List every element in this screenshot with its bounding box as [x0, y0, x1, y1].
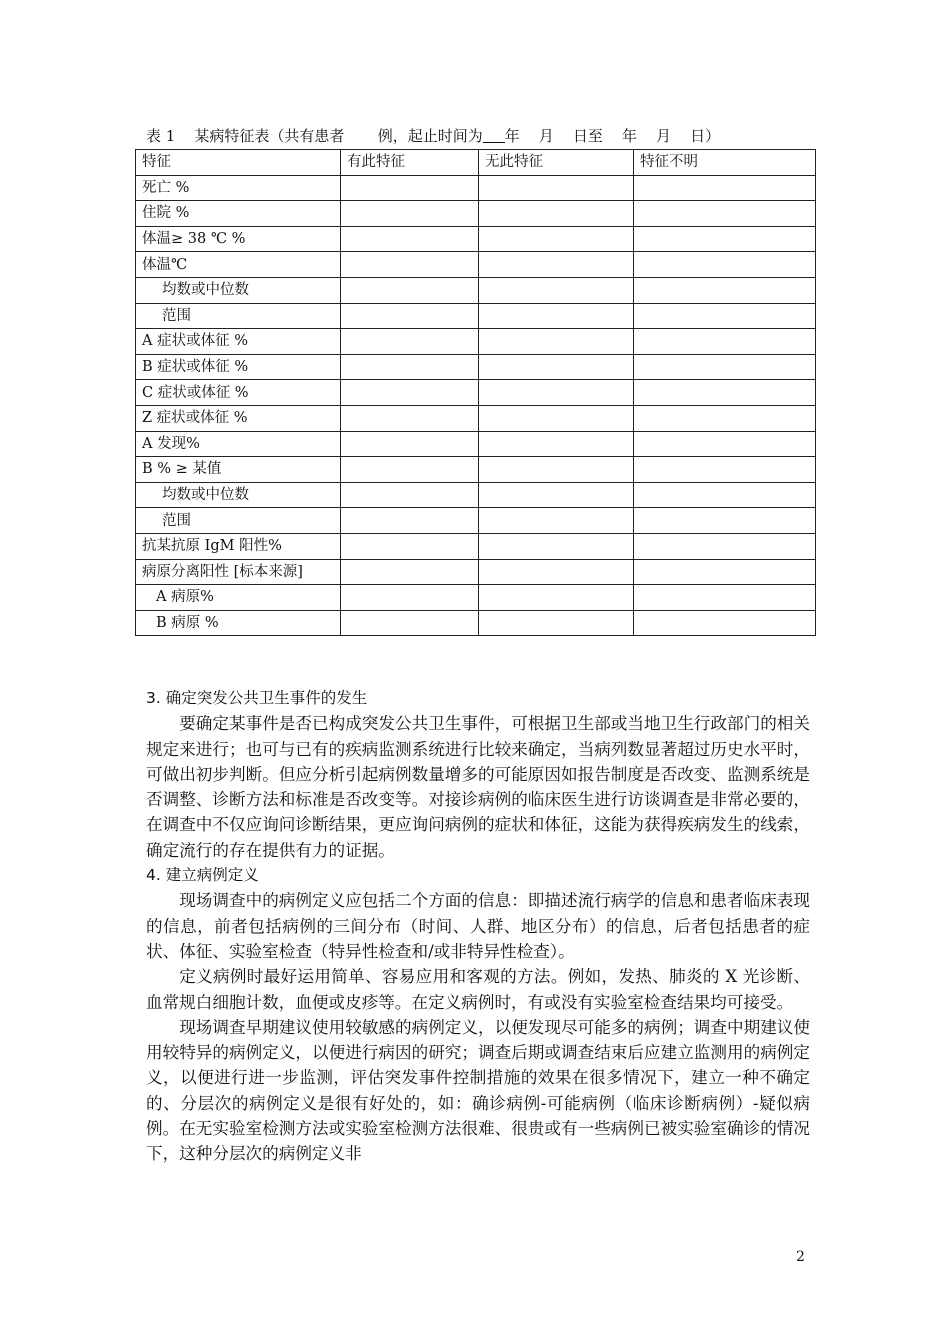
empty-cell	[634, 431, 816, 457]
empty-cell	[479, 380, 634, 406]
header-cell: 无此特征	[479, 150, 634, 176]
empty-cell	[634, 175, 816, 201]
empty-cell	[634, 226, 816, 252]
table-row	[136, 303, 816, 329]
table-row	[136, 329, 816, 355]
empty-cell	[634, 380, 816, 406]
empty-cell	[479, 201, 634, 227]
empty-cell	[634, 329, 816, 355]
table-row	[136, 533, 816, 559]
section-3-heading: 3. 确定突发公共卫生事件的发生	[146, 689, 368, 707]
empty-cell	[479, 610, 634, 636]
row-label: C 症状或体征 %	[136, 380, 341, 406]
table-caption	[146, 126, 720, 146]
row-label: 范围	[136, 303, 341, 329]
body-text	[146, 686, 810, 1167]
empty-cell	[341, 431, 479, 457]
empty-cell	[479, 252, 634, 278]
table-caption-part2: 年 月 日至 年 月 日）	[504, 127, 721, 145]
empty-cell	[634, 303, 816, 329]
empty-cell	[479, 405, 634, 431]
table-caption-part1: 表 1 某病特征表（共有患者 例，起止时间为	[146, 127, 483, 145]
row-label: B 病原 %	[136, 610, 341, 636]
empty-cell	[341, 457, 479, 483]
row-label: Z 症状或体征 %	[136, 405, 341, 431]
empty-cell	[479, 329, 634, 355]
table-row	[136, 201, 816, 227]
empty-cell	[341, 610, 479, 636]
section-4-paragraph-3: 现场调查早期建议使用较敏感的病例定义，以便发现尽可能多的病例；调查中期建议使用较特异的病例定义，以便进行病因的研究；调查后期或调查结束后应建立监测用的病例定义，以便进行进一步监测，评估突发事件控制措施的效果在很多情况下，建立一种不确定的、分层次的病例定义是很有好处的，如：确诊病例-可能病例（临床诊断病例）-疑似病例。在无实验室检测方法或实验室检测方法很难、很贵或有一些病例已被实验室确诊的情况下，这种分层次的病例定义非	[146, 1017, 810, 1164]
table-row	[136, 380, 816, 406]
empty-cell	[634, 457, 816, 483]
table-row	[136, 277, 816, 303]
caption-blank-line	[483, 128, 505, 143]
empty-cell	[634, 533, 816, 559]
row-label: A 病原%	[136, 585, 341, 611]
table-row	[136, 457, 816, 483]
empty-cell	[341, 329, 479, 355]
row-label: 均数或中位数	[136, 277, 341, 303]
table-row	[136, 585, 816, 611]
table-row	[136, 431, 816, 457]
empty-cell	[479, 585, 634, 611]
row-label: 抗某抗原 IgM 阳性%	[136, 533, 341, 559]
empty-cell	[341, 533, 479, 559]
empty-cell	[479, 175, 634, 201]
empty-cell	[634, 585, 816, 611]
empty-cell	[479, 508, 634, 534]
table-row	[136, 226, 816, 252]
empty-cell	[479, 354, 634, 380]
page-number: 2	[796, 1249, 805, 1265]
header-cell: 特征不明	[634, 150, 816, 176]
header-cell: 有此特征	[341, 150, 479, 176]
empty-cell	[341, 559, 479, 585]
empty-cell	[341, 405, 479, 431]
row-label: 死亡 %	[136, 175, 341, 201]
header-cell: 特征	[136, 150, 341, 176]
empty-cell	[479, 303, 634, 329]
empty-cell	[341, 303, 479, 329]
empty-cell	[341, 277, 479, 303]
empty-cell	[634, 277, 816, 303]
table-row	[136, 354, 816, 380]
row-label: 均数或中位数	[136, 482, 341, 508]
empty-cell	[479, 559, 634, 585]
empty-cell	[341, 201, 479, 227]
table-row	[136, 610, 816, 636]
empty-cell	[479, 457, 634, 483]
table-row	[136, 508, 816, 534]
row-label: B 症状或体征 %	[136, 354, 341, 380]
empty-cell	[634, 559, 816, 585]
row-label: 体温≥ 38 ℃ %	[136, 226, 341, 252]
empty-cell	[479, 482, 634, 508]
row-label: 病原分离阳性 [标本来源]	[136, 559, 341, 585]
section-4-paragraph-2: 定义病例时最好运用简单、容易应用和客观的方法。例如，发热、肺炎的 X 光诊断、血常规白细胞计数，血便或皮疹等。在定义病例时，有或没有实验室检查结果均可接受。	[146, 967, 810, 1012]
empty-cell	[634, 354, 816, 380]
empty-cell	[634, 482, 816, 508]
section-3-paragraph: 要确定某事件是否已构成突发公共卫生事件，可根据卫生部或当地卫生行政部门的相关规定来进行；也可与已有的疾病监测系统进行比较来确定，当病列数显著超过历史水平时，可做出初步判断。但应分析引起病例数量增多的可能原因如报告制度是否改变、监测系统是否调整、诊断方法和标准是否改变等。对接诊病例的临床医生进行访谈调查是非常必要的，在调查中不仅应询问诊断结果，更应询问病例的症状和体征，这能为获得疾病发生的线索，确定流行的存在提供有力的证据。	[146, 714, 810, 860]
empty-cell	[479, 277, 634, 303]
empty-cell	[479, 226, 634, 252]
empty-cell	[341, 354, 479, 380]
row-label: A 症状或体征 %	[136, 329, 341, 355]
table-header-row	[136, 150, 816, 176]
section-4-paragraph-1: 现场调查中的病例定义应包括二个方面的信息：即描述流行病学的信息和患者临床表现的信息，前者包括病例的三间分布（时间、人群、地区分布）的信息，后者包括患者的症状、体征、实验室检查（特异性检查和/或非特异性检查）。	[146, 891, 810, 961]
row-label: A 发现%	[136, 431, 341, 457]
empty-cell	[634, 405, 816, 431]
empty-cell	[634, 252, 816, 278]
empty-cell	[341, 380, 479, 406]
section-4-heading: 4. 建立病例定义	[146, 866, 259, 885]
row-label: 体温℃	[136, 252, 341, 278]
empty-cell	[341, 226, 479, 252]
row-label: B % ≥ 某值	[136, 457, 341, 483]
empty-cell	[479, 431, 634, 457]
table-row	[136, 175, 816, 201]
empty-cell	[341, 585, 479, 611]
row-label: 住院 %	[136, 201, 341, 227]
empty-cell	[341, 508, 479, 534]
table-row	[136, 252, 816, 278]
feature-table	[135, 149, 816, 636]
table-row	[136, 405, 816, 431]
empty-cell	[341, 175, 479, 201]
table-row	[136, 559, 816, 585]
empty-cell	[634, 610, 816, 636]
empty-cell	[479, 533, 634, 559]
empty-cell	[341, 482, 479, 508]
row-label: 范围	[136, 508, 341, 534]
empty-cell	[634, 201, 816, 227]
empty-cell	[634, 508, 816, 534]
table-row	[136, 482, 816, 508]
empty-cell	[341, 252, 479, 278]
